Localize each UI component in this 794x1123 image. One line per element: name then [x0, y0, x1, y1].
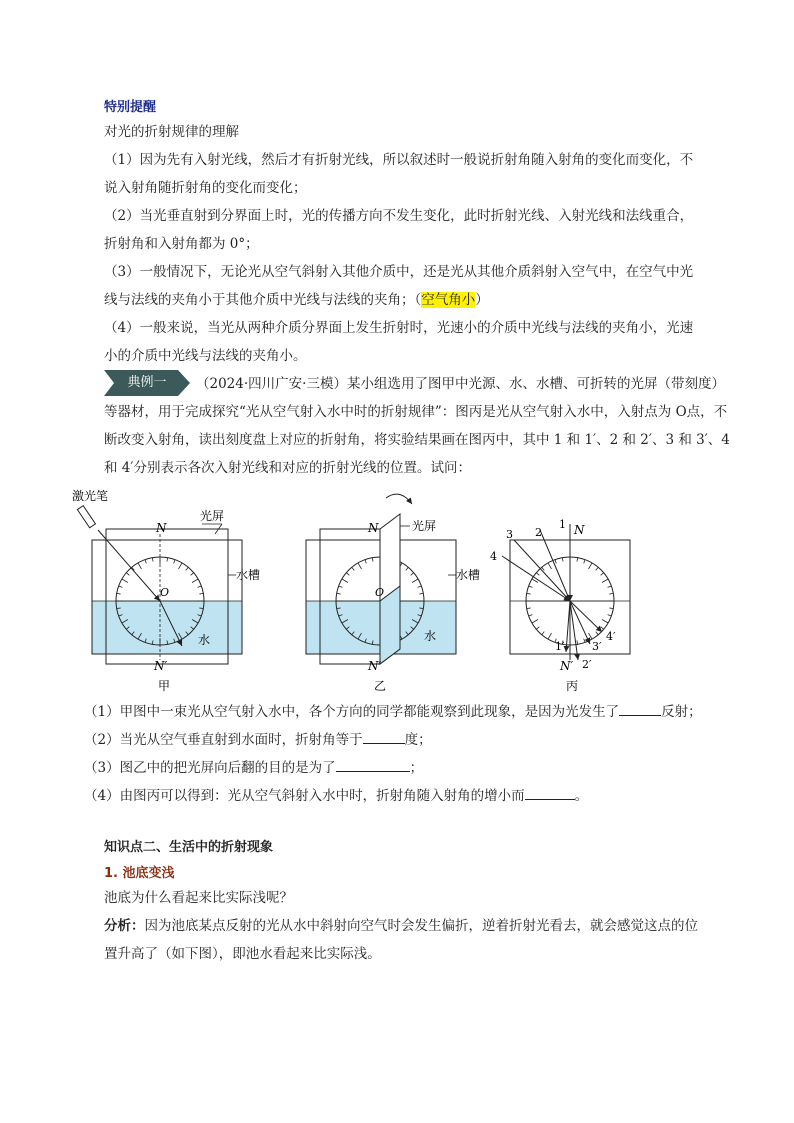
reminder-item-1-line2: 说入射角随折射角的变化而变化；	[104, 180, 307, 196]
dial-tick	[186, 567, 189, 570]
incident-ray-4	[502, 556, 570, 601]
reminder-subtitle: 对光的折射规律的理解	[104, 124, 239, 140]
dial-tick	[608, 615, 612, 616]
dial-tick	[601, 573, 604, 576]
answer-blank-4[interactable]	[525, 785, 575, 800]
dial-tick	[596, 567, 599, 570]
caption-bing: 丙	[566, 679, 579, 693]
dial-tick	[589, 633, 593, 639]
question-3-text: （3）图乙中的把光屏向后翻的目的是为了	[84, 760, 336, 776]
ray-label-4-prime: 4′	[606, 630, 616, 643]
diagram-yi	[306, 494, 480, 693]
question-3-end: ；	[409, 760, 424, 776]
dial-tick	[152, 558, 153, 562]
point-O-label: O	[375, 586, 385, 599]
laser-pen-icon	[77, 506, 95, 528]
dial-tick	[529, 615, 533, 616]
reminder-item-4-line2: 小的介质中光线与法线的夹角小。	[104, 348, 307, 364]
dial-tick	[192, 579, 198, 583]
tank-label: 水槽	[236, 568, 261, 582]
dial-tick	[609, 593, 613, 594]
refraction-figure	[70, 484, 660, 700]
question-2-end: 度；	[404, 732, 432, 748]
normal-N-label: N	[368, 521, 379, 535]
ray-label-2-prime: 2′	[582, 658, 592, 671]
dial-tick	[596, 632, 599, 635]
dial-tick	[342, 579, 348, 583]
dial-tick	[346, 573, 349, 576]
ray-label-2: 2	[535, 526, 542, 539]
question-4-end: 。	[574, 788, 589, 804]
refracted-ray-4	[570, 601, 602, 632]
example-line4: 和 4′分别表示各次入射光线和对应的折射光线的位置。试问：	[104, 460, 471, 476]
answer-blank-3[interactable]	[336, 757, 410, 772]
dial-tick	[117, 593, 121, 594]
dial-tick	[138, 563, 142, 569]
dial-tick	[119, 586, 123, 587]
dial-tick	[198, 586, 202, 587]
dial-tick	[602, 620, 608, 624]
water-label: 水	[198, 633, 211, 647]
dial-tick	[589, 563, 593, 569]
analysis-line2: 置升高了（如下图），即池水看起来比实际浅。	[104, 946, 381, 962]
knowledge-question: 池底为什么看起来比实际浅呢？	[104, 890, 293, 906]
example-tag-label: 典例一	[127, 375, 167, 390]
dial-tick	[174, 560, 175, 564]
dial-tick	[529, 586, 533, 587]
question-1-end: 反射；	[661, 704, 702, 720]
question-4	[84, 782, 588, 810]
reminder-item-3-line2	[104, 286, 489, 314]
dial-tick	[126, 573, 129, 576]
dial-tick	[542, 632, 545, 635]
ray-label-4: 4	[490, 550, 497, 563]
ray-label-1-prime: 1′	[555, 640, 565, 653]
normal-N-prime-label: N′	[154, 659, 168, 673]
dial-tick	[406, 567, 409, 570]
dial-tick	[527, 608, 531, 609]
caption-jia: 甲	[158, 679, 171, 693]
dial-tick	[145, 560, 146, 564]
reminder-item-2-line2: 折射角和入射角都为 0°；	[104, 236, 259, 252]
incident-ray	[98, 530, 160, 601]
ray-set	[502, 524, 602, 660]
water-fill	[92, 601, 242, 654]
question-3	[84, 754, 423, 782]
dial-tick	[577, 558, 578, 562]
question-2	[84, 726, 432, 754]
question-4-text: （4）由图丙可以得到：光从空气斜射入水中时，折射角随入射角的增小而	[84, 788, 525, 804]
example-line1: （2024·四川广安·三模）某小组选用了图甲中光源、水、水槽、可折转的光屏（带刻度）	[196, 376, 725, 392]
answer-blank-1[interactable]	[619, 701, 661, 716]
normal-N-label: N	[156, 521, 167, 535]
example-tag	[104, 370, 190, 396]
example-line3: 断改变入射角，读出刻度盘上对应的折射角，将实验结果画在图丙中，其中 1 和 1′、2 和 2′、3 和 3′、4	[104, 432, 730, 448]
dial-tick	[602, 579, 608, 583]
dial-tick	[337, 593, 341, 594]
incident-ray-3	[514, 540, 570, 601]
normal-N-label: N	[574, 523, 585, 537]
laser-label: 激光笔	[72, 489, 109, 503]
dial-tick	[179, 563, 183, 569]
dial-tick	[339, 586, 343, 587]
refracted-ray-1	[566, 601, 570, 652]
reminder-item-3-line1: （3）一般情况下，无论光从空气斜射入其他介质中，还是光从其他介质斜射入空气中，在空气中光	[104, 264, 694, 280]
dial-tick	[562, 558, 563, 562]
dial-tick	[584, 560, 585, 564]
ray-label-3-prime: 3′	[592, 640, 602, 653]
dial-tick	[352, 567, 355, 570]
dial-tick	[191, 573, 194, 576]
diagram-bing	[490, 518, 630, 693]
dial-tick	[122, 579, 128, 583]
dial-tick	[555, 560, 556, 564]
knowledge-heading: 知识点二、生活中的折射现象	[104, 840, 274, 855]
dial-tick	[536, 627, 539, 630]
fold-arrow-icon	[386, 494, 412, 504]
water-label: 水	[424, 629, 437, 643]
dial-tick	[601, 627, 604, 630]
dial-tick	[608, 586, 612, 587]
analysis-label: 分析：	[104, 918, 145, 934]
screen-label: 光屏	[200, 509, 225, 523]
example-line2: 等器材，用于完成探究“光从空气射入水中时的折射规律”：图丙是光从空气射入水中，入射点为 O点，不	[104, 404, 728, 420]
dial-tick	[548, 563, 552, 569]
reminder-item-1-line1: （1）因为先有入射光线，然后才有折射光线，所以叙述时一般说折射角随入射角的变化而变化，不	[104, 152, 694, 168]
reminder-item-2-line1: （2）当光垂直射到分界面上时，光的传播方向不发生变化，此时折射光线、入射光线和法线重合，	[104, 208, 694, 224]
tank-label: 水槽	[456, 568, 481, 582]
dial-tick	[358, 563, 362, 569]
diagram-jia	[72, 488, 260, 693]
analysis-line1	[104, 912, 698, 940]
question-2-text: （2）当光从空气垂直射到水面时，折射角等于	[84, 732, 363, 748]
knowledge-subheading: 1. 池底变浅	[104, 866, 175, 881]
dial-tick	[412, 579, 418, 583]
normal-N-prime-label: N′	[560, 659, 574, 673]
screen-label: 光屏	[412, 519, 437, 533]
dial-tick	[411, 573, 414, 576]
dial-tick	[548, 633, 552, 639]
reminder-item-3-close: ）	[475, 292, 489, 308]
dial-tick	[584, 639, 585, 643]
ray-label-1: 1	[559, 518, 566, 531]
dial-tick	[372, 558, 373, 562]
dial-tick	[167, 558, 168, 562]
dial-tick	[419, 593, 423, 594]
dial-tick	[609, 608, 613, 609]
dial-tick	[536, 573, 539, 576]
question-1	[84, 698, 702, 726]
dial-tick	[577, 640, 578, 644]
reminder-item-4-line1: （4）一般来说，当光从两种介质分界面上发生折射时，光速小的介质中光线与法线的夹角小，光速	[104, 320, 694, 336]
dial-tick	[532, 620, 538, 624]
question-1-text: （1）甲图中一束光从空气射入水中，各个方向的同学都能观察到此现象，是因为光发生了	[84, 704, 620, 720]
dial-tick	[527, 593, 531, 594]
analysis-text: 因为池底某点反射的光从水中斜射向空气时会发生偏折，逆着折射光看去，就会感觉这点的位	[144, 918, 698, 934]
reminder-title: 特别提醒	[104, 100, 157, 115]
highlight-answer: 空气角小	[421, 292, 476, 308]
dial-tick	[365, 560, 366, 564]
ray-label-3: 3	[506, 528, 513, 541]
point-O-label: O	[160, 586, 170, 599]
dial-tick	[199, 593, 203, 594]
reminder-item-3-text: 线与法线的夹角小于其他介质中光线与法线的夹角；（	[104, 292, 422, 308]
normal-N-prime-label: N′	[368, 659, 382, 673]
answer-blank-2[interactable]	[363, 729, 405, 744]
caption-yi: 乙	[374, 679, 387, 693]
dial-tick	[418, 586, 422, 587]
